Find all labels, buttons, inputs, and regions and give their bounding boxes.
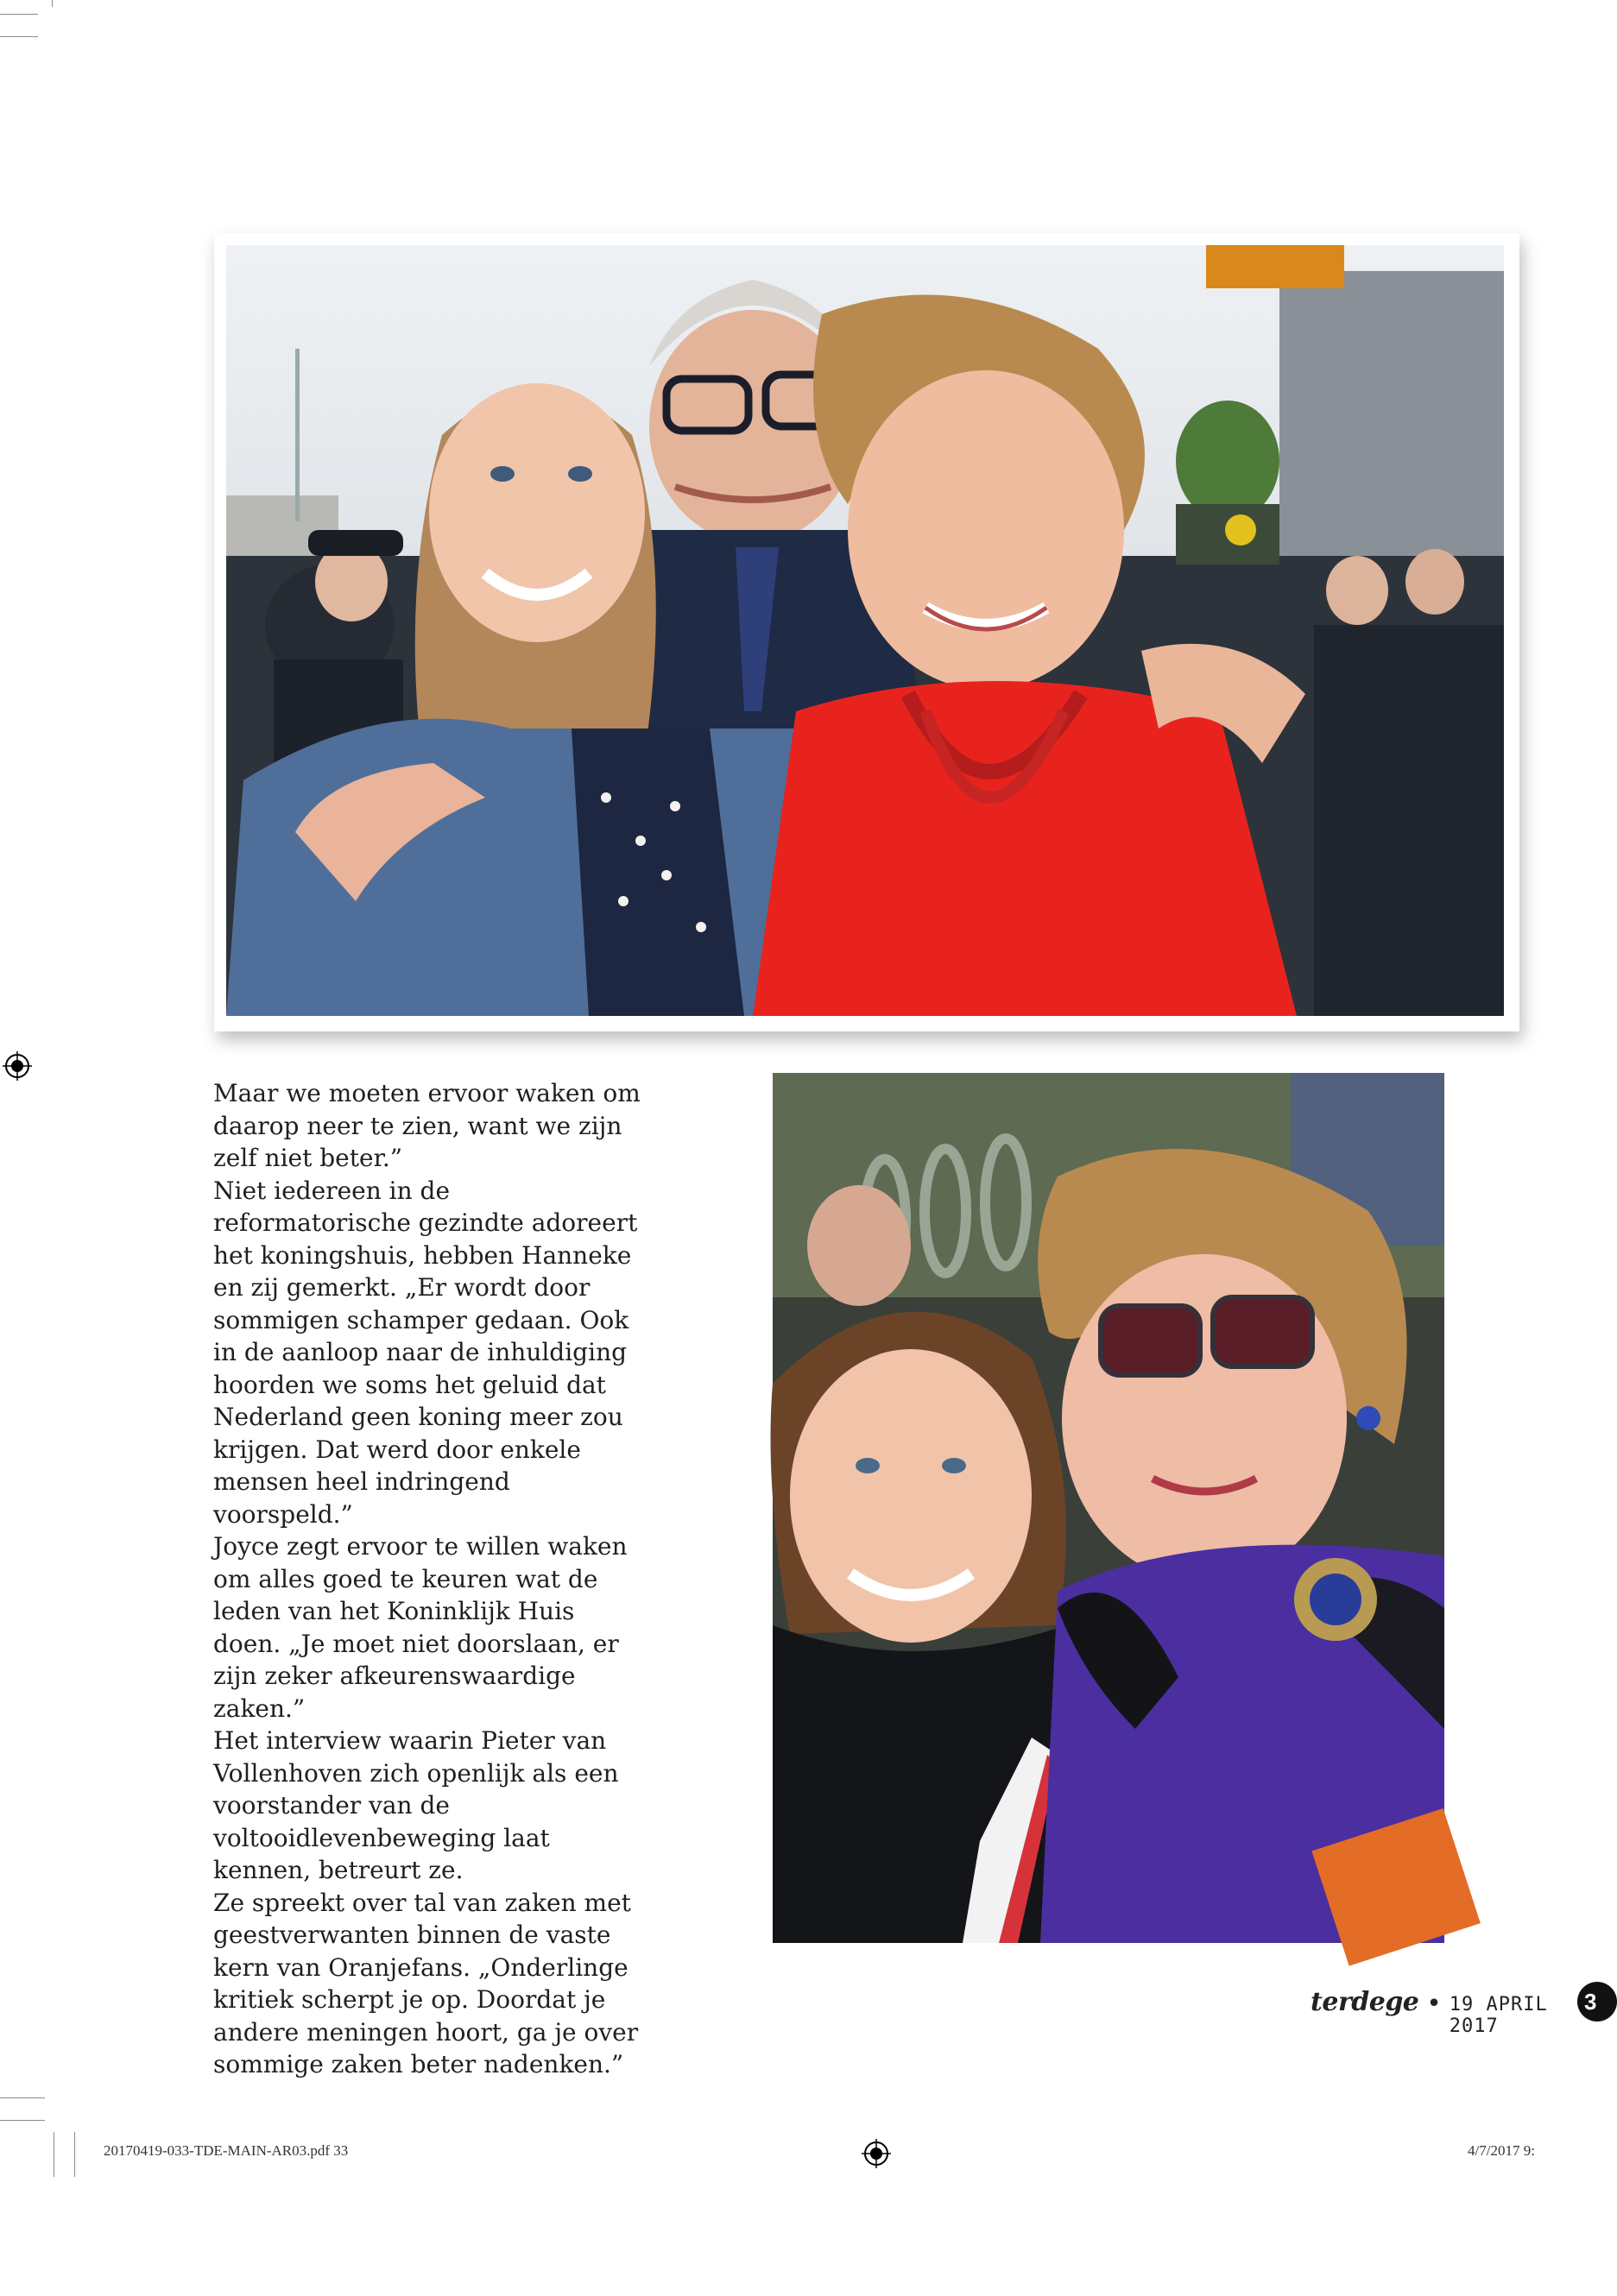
crop-mark-top-2	[0, 36, 38, 37]
top-photo	[226, 245, 1504, 1016]
footer-brand	[1311, 1987, 1593, 2037]
paragraph-5: Ze spreekt over tal van zaken met geestverwanten binnen de vaste kern van Oranjefans. „Onderlinge kritiek scherpt je op. Doordat je andere meningen hoort, ga je over sommige zaken beter nadenken.”	[213, 1888, 639, 2078]
page-number-badge: 3	[1577, 1982, 1617, 2022]
registration-mark-left	[3, 1051, 32, 1081]
crop-mark-top-v	[52, 0, 53, 7]
slug-date: 4/7/2017 9:	[1468, 2142, 1535, 2159]
article-text-column	[213, 1077, 645, 2081]
crop-mark-bottom-2	[0, 2120, 45, 2121]
registration-mark-bottom	[862, 2139, 891, 2168]
bottom-photo	[773, 1073, 1444, 1943]
issue-date: 19 APRIL 2017	[1449, 1994, 1548, 2037]
selfie-portrait-illustration	[773, 1073, 1444, 1943]
group-portrait-illustration	[226, 245, 1504, 1016]
paragraph-3: Joyce zegt ervoor te willen waken om alles goed te keuren wat de leden van het Koninklijk Huis doen. „Je moet niet doorslaan, er zijn zeker afkeurenswaardige zaken.”	[213, 1532, 628, 1723]
paragraph-2: Niet iedereen in de reformatorische gezindte adoreert het koningshuis, hebben Hanneke en zij gemerkt. „Er wordt door sommigen schamper gedaan. Ook in de aanloop naar de inhuldiging hoorden we soms het geluid dat Nederland geen koning meer zou krijgen. Dat werd door enkele mensen heel indringend voorspeld.”	[213, 1176, 638, 1529]
brand-name: terdege	[1311, 1987, 1419, 2017]
crop-mark-bottom	[0, 2097, 45, 2098]
crop-mark-bottom-v2	[74, 2132, 75, 2177]
crop-mark-top	[0, 14, 38, 15]
paragraph-4: Het interview waarin Pieter van Vollenhoven zich openlijk als een voorstander van de voltooidlevenbeweging laat kennen, betreurt ze.	[213, 1726, 619, 1884]
slug-file: 20170419-033-TDE-MAIN-AR03.pdf 33	[104, 2142, 349, 2159]
paragraph-1: Maar we moeten ervoor waken om daarop neer te zien, want we zijn zelf niet beter.”	[213, 1079, 641, 1172]
brand-separator: •	[1427, 1990, 1441, 2015]
